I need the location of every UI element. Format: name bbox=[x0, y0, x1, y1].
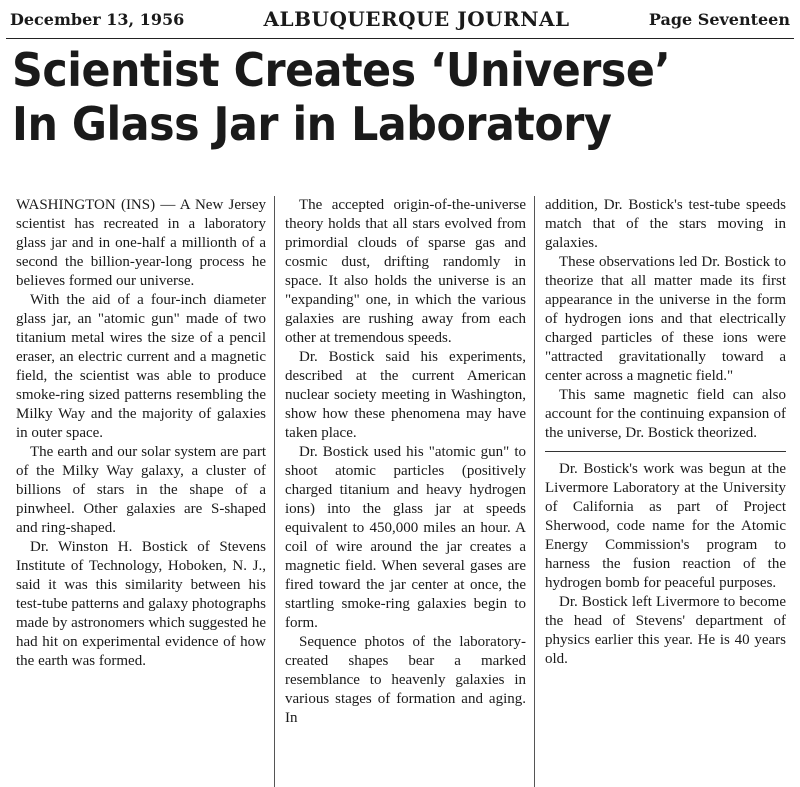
article-column-1 bbox=[6, 196, 274, 787]
article-column-2 bbox=[274, 196, 534, 787]
article-body bbox=[6, 196, 794, 787]
page-label: Page Seventeen bbox=[648, 9, 790, 29]
headline-line-2: In Glass Jar in Laboratory bbox=[12, 97, 612, 151]
headline-line-1: Scientist Creates ‘Universe’ bbox=[12, 43, 671, 97]
headline bbox=[12, 43, 739, 151]
newspaper-name: ALBUQUERQUE JOURNAL bbox=[263, 7, 570, 31]
paragraph: Dr. Bostick used his "atomic gun" to shoot atomic particles (positively charged titanium and heavy hydrogen ions) into the glass jar at speeds equivalent to 450,000 miles an hour. A coil of wire around the jar creates a magnetic field. When several gases are fired toward the jar center at once, the startling smoke-ring galaxies begin to form. bbox=[285, 444, 526, 631]
paragraph: With the aid of a four-inch diameter glass jar, an "atomic gun" made of two titanium metal wires the size of a pencil eraser, an electric current and a magnetic field, the scientist was able to produce smoke-ring sized patterns resembling the Milky Way and the majority of galaxies in outer space. bbox=[16, 292, 266, 441]
article-column-3 bbox=[534, 196, 794, 787]
paragraph: Dr. Winston H. Bostick of Stevens Institute of Technology, Hoboken, N. J., said it was this similarity between his test-tube patterns and galaxy photographs made by astronomers which suggested he had hit on experimental evidence of how the earth was formed. bbox=[16, 539, 266, 669]
section-divider bbox=[545, 451, 786, 452]
paragraph: These observations led Dr. Bostick to theorize that all matter made its first appearance in the universe in the form of hydrogen ions and that electrically charged particles of these ions were "attracted gravitationally toward a center across a magnetic field." bbox=[545, 254, 786, 384]
issue-date: December 13, 1956 bbox=[10, 9, 185, 29]
paragraph: Dr. Bostick's work was begun at the Livermore Laboratory at the University of California as part of Project Sherwood, code name for the Atomic Energy Commission's program to harness the fusion reaction of the hydrogen bomb for peaceful purposes. bbox=[545, 461, 786, 591]
paragraph: Dr. Bostick said his experiments, described at the current American nuclear society meeting in Washington, show how these phenomena may have taken place. bbox=[285, 349, 526, 441]
paragraph: The accepted origin-of-the-universe theory holds that all stars evolved from primordial clouds of sparse gas and cosmic dust, drifting randomly in space. It also holds the universe is an "expanding" one, in which the various galaxies are rushing away from each other at tremendous speeds. bbox=[285, 197, 526, 346]
masthead bbox=[6, 0, 794, 39]
paragraph: This same magnetic field can also account for the continuing expansion of the universe, Dr. Bostick theorized. bbox=[545, 387, 786, 441]
paragraph: Sequence photos of the laboratory-created shapes bear a marked resemblance to heavenly galaxies in various stages of formation and aging. In bbox=[285, 634, 526, 726]
paragraph: Dr. Bostick left Livermore to become the head of Stevens' department of physics earlier this year. He is 40 years old. bbox=[545, 594, 786, 667]
paragraph: addition, Dr. Bostick's test-tube speeds match that of the stars moving in galaxies. bbox=[545, 197, 786, 251]
paragraph: The earth and our solar system are part of the Milky Way galaxy, a cluster of billions of stars in the shape of a pinwheel. Other galaxies are S-shaped and ring-shaped. bbox=[16, 444, 266, 536]
paragraph: WASHINGTON (INS) — A New Jersey scientist has recreated in a laboratory glass jar and in one-half a millionth of a second the billion-year-long process he believes formed our universe. bbox=[16, 197, 266, 289]
